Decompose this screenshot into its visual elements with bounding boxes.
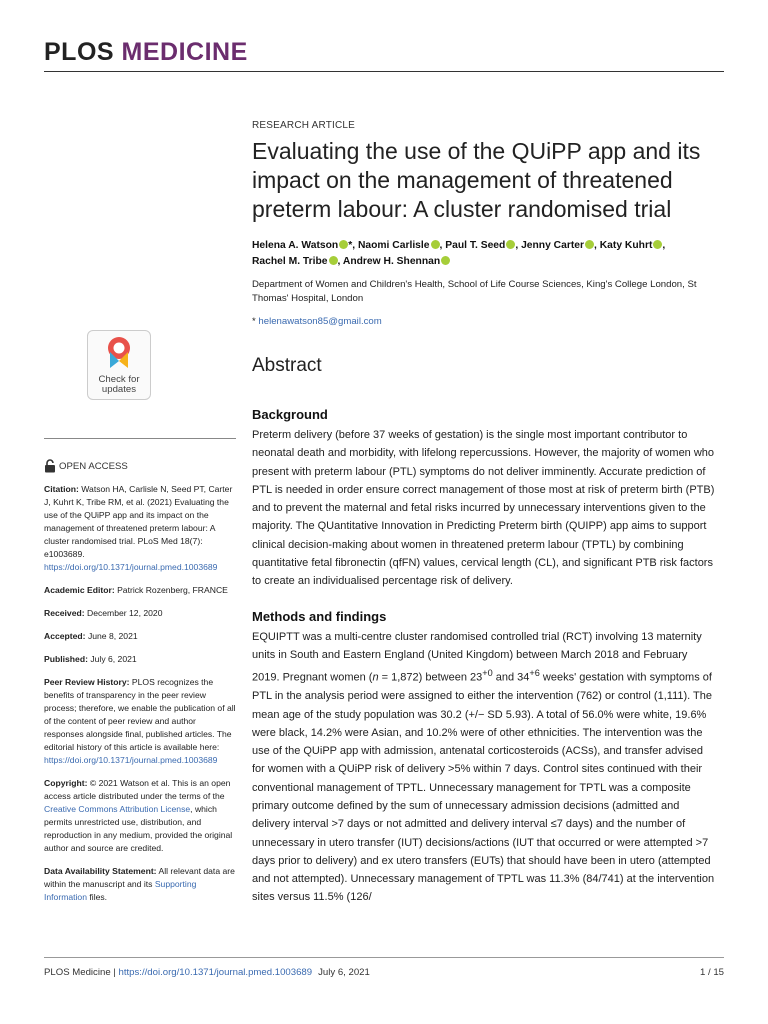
footer-journal: PLOS Medicine — [44, 967, 111, 978]
author-name[interactable]: Andrew H. Shennan — [342, 256, 441, 267]
header-divider — [44, 71, 724, 72]
orcid-icon[interactable] — [329, 256, 338, 265]
corresponding-email: * helenawatson85@gmail.com — [252, 316, 382, 327]
citation-block: Citation: Watson HA, Carlisle N, Seed PT, Carter J, Kuhrt K, Tribe RM, et al. (2021) Evaluating the use of the QUiPP app and its impact on the management of threatened preterm labour: A cluster randomised trial. PLoS Med 18(7): e1003689. https://doi.org/10.1371/journal.pmed.1003689 — [44, 484, 233, 572]
author-name[interactable]: Jenny Carter — [521, 240, 585, 251]
affiliation: Department of Women and Children's Health, School of Life Course Sciences, King's College London, St Thomas' Hospital, London — [252, 279, 697, 304]
methods-heading: Methods and findings — [252, 608, 387, 624]
citation-doi-link[interactable]: https://doi.org/10.1371/journal.pmed.1003689 — [44, 562, 218, 572]
article-type: RESEARCH ARTICLE — [252, 120, 356, 131]
footer-date: July 6, 2021 — [318, 967, 370, 978]
orcid-icon[interactable] — [441, 256, 450, 265]
author-name[interactable]: Paul T. Seed — [445, 240, 506, 251]
published-block: Published: July 6, 2021 — [44, 654, 137, 664]
check-for-updates-badge[interactable] — [87, 330, 151, 400]
methods-paragraph: EQUIPTT was a multi-centre cluster randomised controlled trial (RCT) involving 13 maternity units in South and Eastern England (United Kingdom) between March 2018 and February 2019. Pregnant women (n = 1,872) between $23^{+0}$ and $34^{+6}$ weeks' gestation with symptoms of PTL in the analysis period were assigned to either the intervention (762) or control (1,111). The mean age of the study population was 30.2 (+/− SD 5.93). A total of 56.0% were white, 19.6% were black, 14.2% were Asian, and 10.2% were of other ethnicities. The intervention was the use of the QUiPP app with admission, antenatal corticosteroids (ACSs), and transfer advised for women with a QUiPP risk of delivery >5% within 7 days. Control sites continued with their conventional management of TPTL. Unnecessary management for TPTL was a composite primary outcome defined by the sum of unnecessary admission decisions (admitted and delivery interval >7 days or not admitted and delivery interval ≤7 days) and the number of unnecessary in utero transfer (IUT) decisions/actions (IUT that occurred or were attempted >7 days prior to delivery) and ex utero transfers (EUTs) that should have been in utero (attempted and not attempted). Unnecessary management of TPTL was 11.3% (84/741) at the intervention sites versus 11.5% (126/ — [252, 630, 715, 904]
supporting-info-link[interactable]: Supporting Information — [44, 879, 197, 902]
footer-divider — [44, 957, 724, 958]
article-title: Evaluating the use of the QUiPP app and its impact on the management of threatened preterm labour: A cluster randomised trial — [252, 138, 701, 222]
author-name[interactable]: Helena A. Watson — [252, 240, 339, 251]
author-name[interactable]: Naomi Carlisle — [357, 240, 430, 251]
footer-doi-link[interactable]: https://doi.org/10.1371/journal.pmed.1003689 — [118, 967, 313, 978]
sidebar — [44, 330, 236, 914]
author-list: Helena A. Watson *, Naomi Carlisle , Paul T. Seed , Jenny Carter , Katy Kuhrt , Rachel M. Tribe , Andrew H. Shennan — [252, 240, 666, 267]
sidebar-divider — [44, 438, 236, 439]
orcid-icon[interactable] — [431, 240, 440, 249]
orcid-icon[interactable] — [585, 240, 594, 249]
page-number: 1 / 15 — [699, 967, 724, 978]
background-heading: Background — [252, 407, 328, 422]
accepted-block: Accepted: June 8, 2021 — [44, 631, 138, 641]
license-link[interactable]: Creative Commons Attribution License — [44, 804, 191, 814]
open-access-label: OPEN ACCESS — [59, 460, 128, 472]
open-lock-icon — [44, 459, 56, 473]
received-block: Received: December 12, 2020 — [44, 608, 163, 618]
logo-medicine: MEDICINE — [121, 38, 248, 66]
abstract-heading: Abstract — [252, 355, 322, 376]
page-footer: PLOS Medicine | https://doi.org/10.1371/journal.pmed.1003689 July 6, 2021 1 / 15 — [44, 967, 724, 978]
background-paragraph: Preterm delivery (before 37 weeks of gestation) is the single most important contributor to neonatal death and morbidity, with lifelong repercussions. However, the majority of women who present with preterm labour (PTL) symptoms do not deliver imminently. Accurate prediction of PTL is needed in order ensure correct management of those most at risk of preterm birth (PTB) and to prevent the maternal and fetal risks incurred by unnecessary interventions given to the majority. The QUantitative Innovation in Predicting Preterm birth (QUIPP) app aims to support clinical decision-making about women in threatened preterm labour (TPTL) by combining quantitative fetal fibronectin (qfFN) values, cervical length (CL), and significant PTB risk factors to create an individualised percentage risk of delivery. — [252, 429, 715, 588]
copyright-block: Copyright: © 2021 Watson et al. This is an open access article distributed under the terms of the Creative Commons Attribution License, which permits unrestricted use, distribution, and reproduction in any medium, provided the original author and source are credited. — [44, 778, 233, 853]
badge-line-1: Check for — [98, 374, 140, 385]
editor-block: Academic Editor: Patrick Rozenberg, FRANCE — [44, 585, 228, 595]
data-availability-block: Data Availability Statement: All relevant data are within the manuscript and its Supporting Information files. — [44, 866, 235, 902]
crossmark-icon — [104, 335, 134, 371]
author-name[interactable]: Rachel M. Tribe — [252, 256, 328, 267]
journal-logo[interactable] — [44, 38, 248, 67]
peer-review-block: Peer Review History: PLOS recognizes the benefits of transparency in the peer review process; therefore, we enable the publication of all of the content of peer review and author responses alongside final, published articles. The editorial history of this article is available here: https://doi.org/10.1371/journal.pmed.1003689 — [44, 677, 236, 765]
article-main — [252, 120, 716, 907]
peer-review-link[interactable]: https://doi.org/10.1371/journal.pmed.1003689 — [44, 755, 218, 765]
orcid-icon[interactable] — [339, 240, 348, 249]
email-link[interactable]: helenawatson85@gmail.com — [258, 316, 382, 327]
open-access-row — [44, 459, 236, 473]
badge-line-2: updates — [101, 384, 137, 395]
author-name[interactable]: Katy Kuhrt — [599, 240, 653, 251]
orcid-icon[interactable] — [653, 240, 662, 249]
logo-plos: PLOS — [44, 38, 115, 66]
orcid-icon[interactable] — [506, 240, 515, 249]
